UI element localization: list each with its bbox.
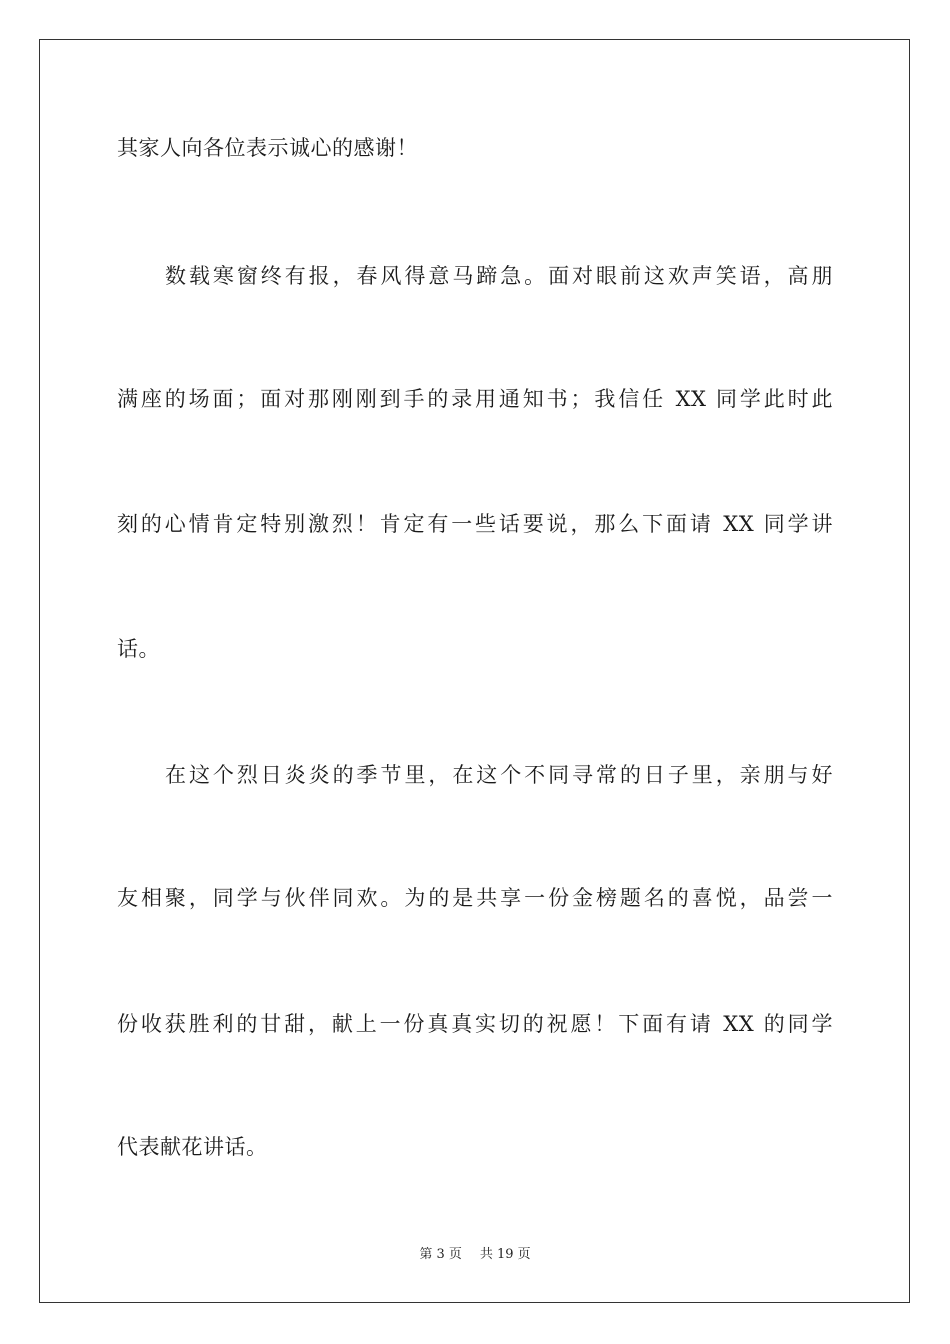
page-footer [0, 1246, 950, 1264]
text-line: 其家人向各位表示诚心的感谢！ [117, 136, 418, 160]
text-line: 代表献花讲话。 [117, 1135, 268, 1159]
text-line: 话。 [117, 637, 160, 661]
text-line: 份收获胜利的甘甜，献上一份真真实切的祝愿！下面有请 XX 的同学 [117, 1012, 833, 1036]
page-number: 第 3 页 [419, 1247, 462, 1262]
paragraph-first-line: 数载寒窗终有报，春风得意马蹄急。面对眼前这欢声笑语，高朋 [165, 264, 833, 288]
paragraph-first-line: 在这个烈日炎炎的季节里，在这个不同寻常的日子里，亲朋与好 [165, 763, 833, 787]
page-border [39, 39, 910, 1303]
page-total: 共 19 页 [479, 1247, 531, 1262]
text-line: 满座的场面；面对那刚刚到手的录用通知书；我信任 XX 同学此时此 [117, 387, 833, 411]
text-line: 刻的心情肯定特别激烈！肯定有一些话要说，那么下面请 XX 同学讲 [117, 512, 833, 536]
text-line: 友相聚，同学与伙伴同欢。为的是共享一份金榜题名的喜悦，品尝一 [117, 886, 833, 910]
